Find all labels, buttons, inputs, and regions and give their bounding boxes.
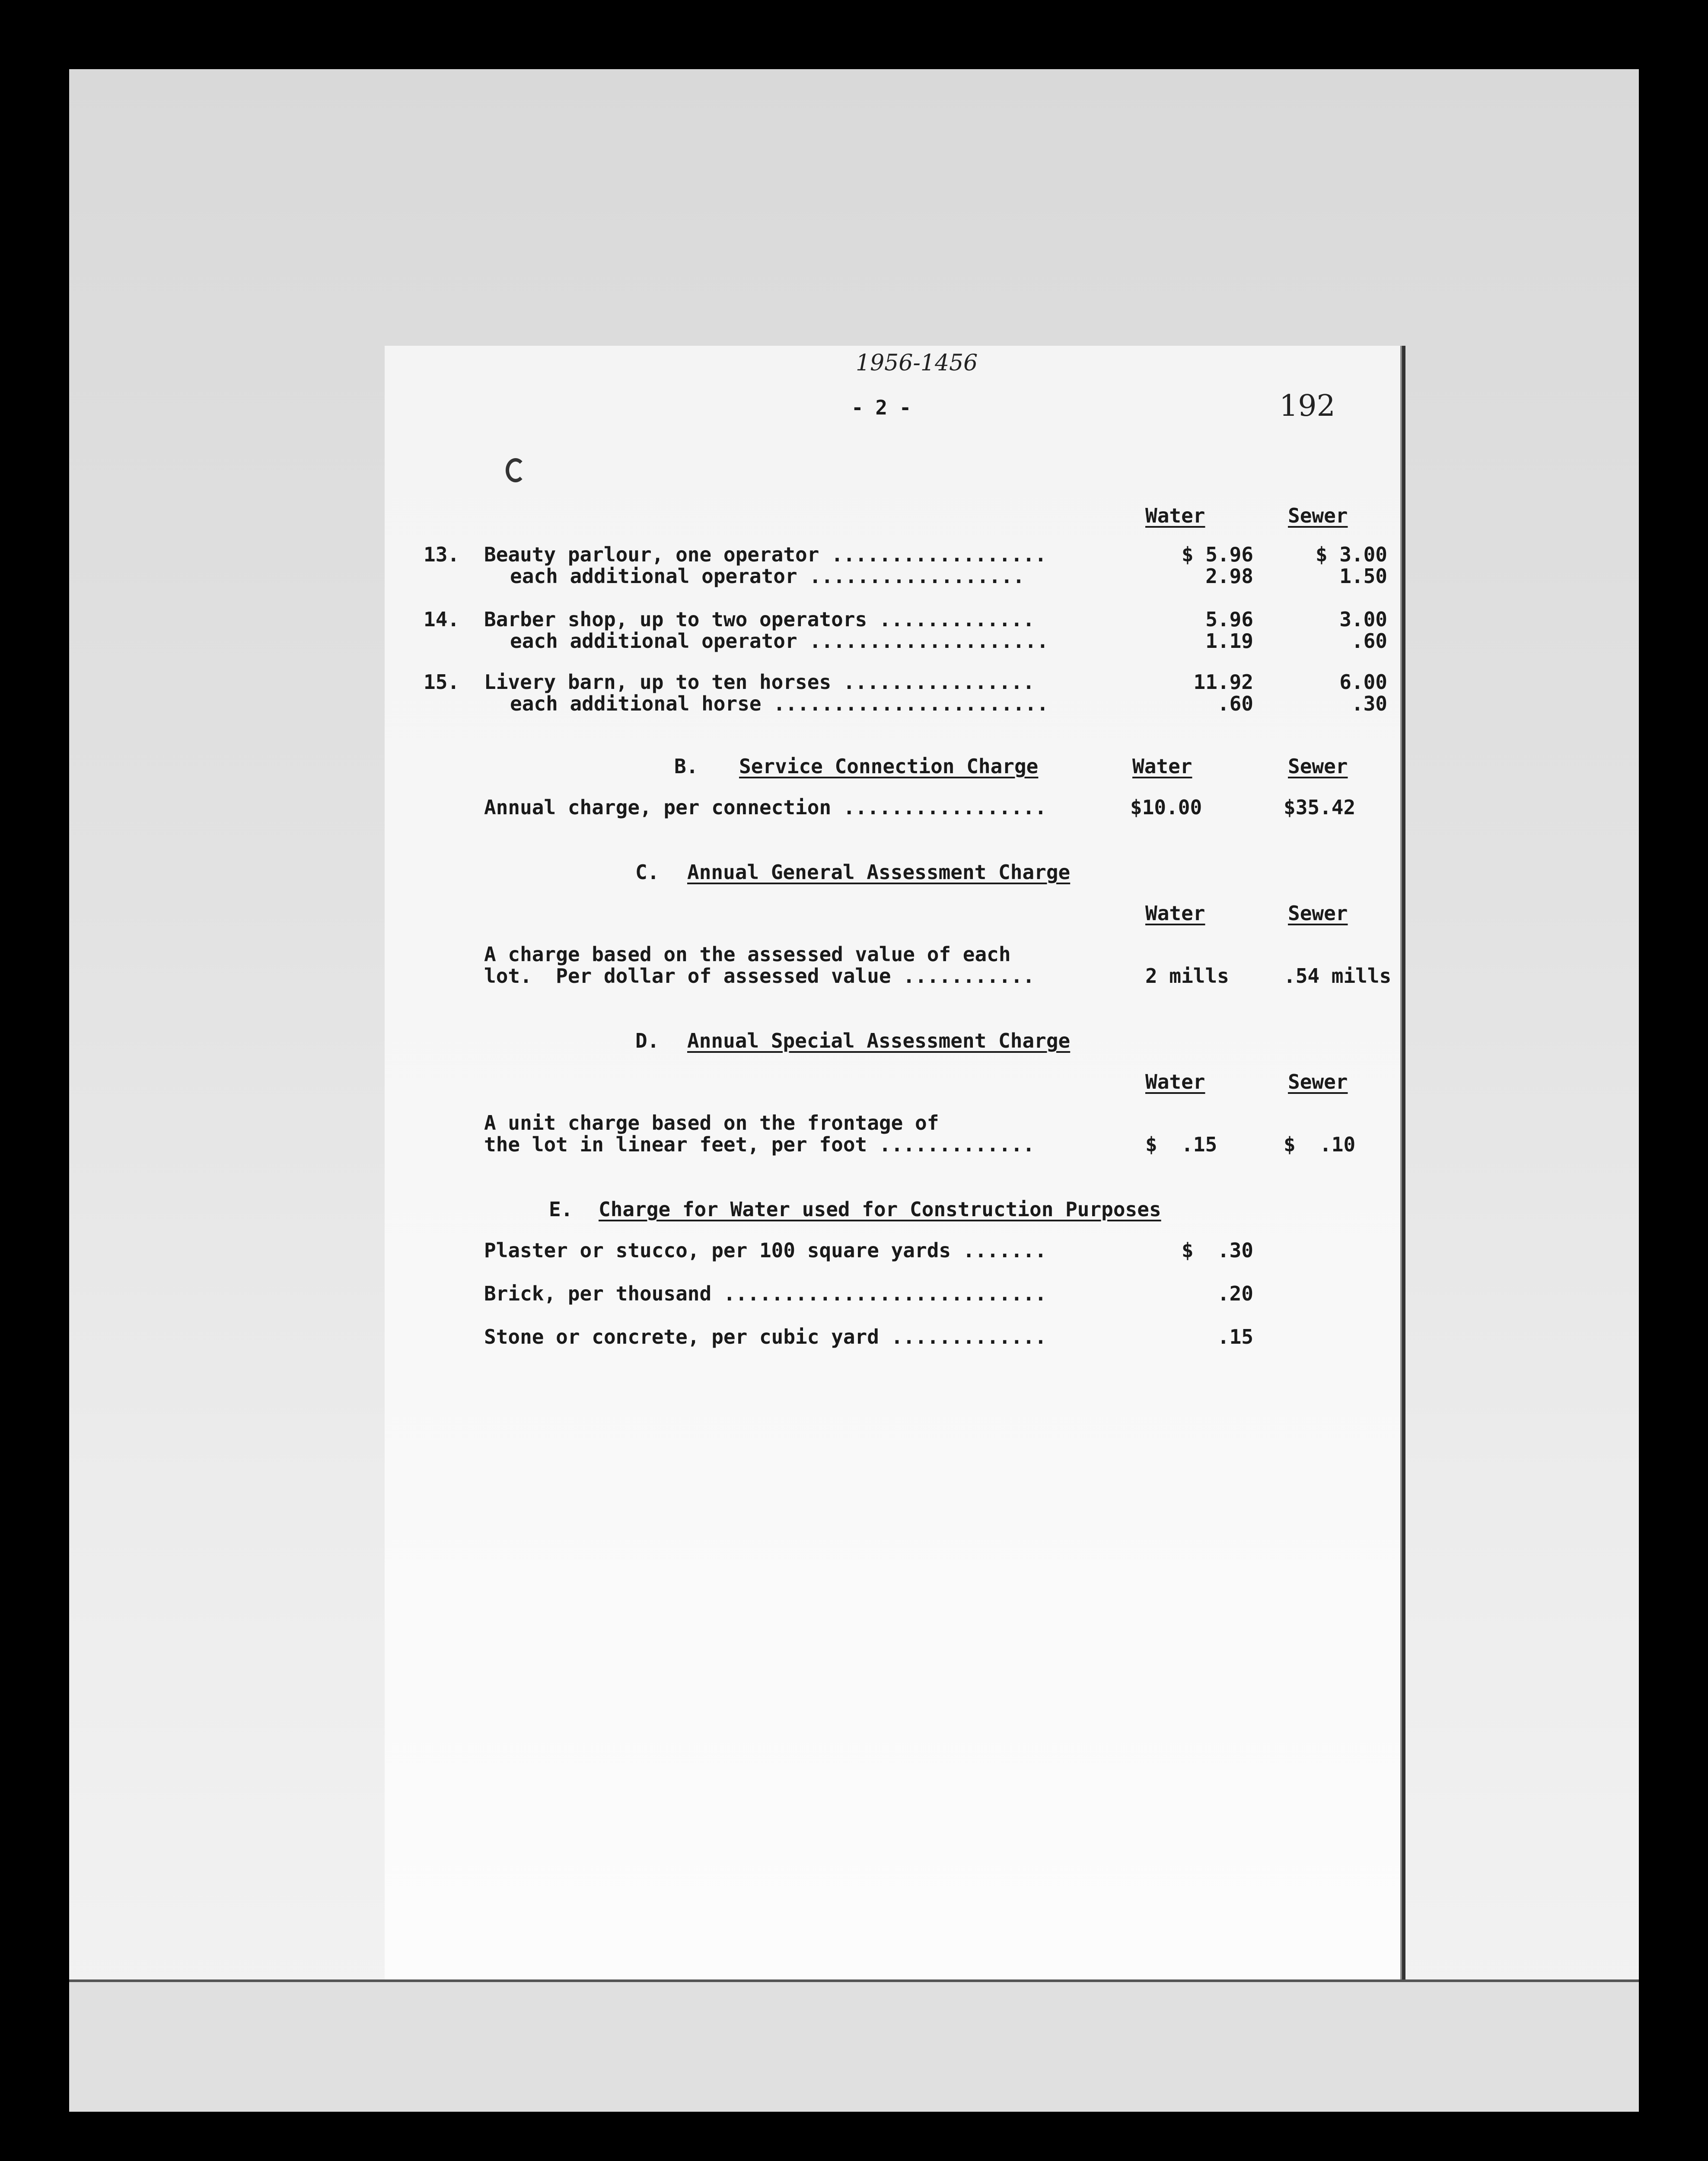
section-d-title: Annual Special Assessment Charge [687,1029,1071,1052]
item-label: each additional operator .................. [510,564,1025,588]
item-label: Barber shop, up to two operators ............. [484,608,1035,631]
section-e-item-label: Brick, per thousand ........................... [484,1282,1047,1305]
item-label: Livery barn, up to ten horses ................ [484,670,1035,694]
item-number: 14. [424,608,460,631]
section-c-title: Annual General Assessment Charge [687,861,1071,884]
section-c-letter: C. [635,861,660,884]
section-c-water-rate: 2 mills [1145,964,1229,988]
item-sewer-rate: .60 [1351,629,1387,653]
item-water-rate: 1.19 [1205,629,1253,653]
document-page [385,346,1400,1979]
section-b-water-rate: $10.00 [1130,796,1202,819]
section-d-water-rate: $ .15 [1145,1133,1217,1156]
section-d-line1: A unit charge based on the frontage of [484,1111,939,1135]
section-d-line2: the lot in linear feet, per foot ............. [484,1133,1035,1156]
col-header-sewer: Sewer [1288,504,1348,527]
section-e-item-value: $ .30 [1181,1239,1253,1262]
section-d-letter: D. [635,1029,660,1052]
handwritten-reference: 1956-1456 [856,350,978,376]
bottom-strip [69,1979,1639,2112]
section-e-item-label: Stone or concrete, per cubic yard ............. [484,1325,1047,1348]
section-e-item-value: .15 [1217,1325,1253,1348]
section-c-sewer-rate: .54 mills [1284,964,1392,988]
section-c-line1: A charge based on the assessed value of each [484,943,1011,966]
stamp-number: 192 [1279,389,1335,423]
item-sewer-rate: $ 3.00 [1315,543,1387,566]
section-d-sewer-rate: $ .10 [1284,1133,1356,1156]
section-e-item-label: Plaster or stucco, per 100 square yards ....... [484,1239,1047,1262]
section-c-water-header: Water [1145,902,1205,925]
item-water-rate: 11.92 [1193,670,1253,694]
section-d-water-header: Water [1145,1070,1205,1093]
item-sewer-rate: 1.50 [1339,564,1387,588]
section-e-letter: E. [549,1198,573,1221]
section-b-sewer-rate: $35.42 [1284,796,1356,819]
item-label: each additional horse ....................... [510,692,1049,715]
section-c-sewer-header: Sewer [1288,902,1348,925]
section-b-label: Annual charge, per connection ................. [484,796,1047,819]
item-sewer-rate: .30 [1351,692,1387,715]
item-water-rate: .60 [1217,692,1253,715]
page-label: - 2 - [851,396,911,419]
section-b-sewer-header: Sewer [1288,755,1348,778]
item-water-rate: 2.98 [1205,564,1253,588]
section-b-letter: B. [674,755,698,778]
col-header-water: Water [1145,504,1205,527]
section-d-sewer-header: Sewer [1288,1070,1348,1093]
section-e-item-value: .20 [1217,1282,1253,1305]
punch-hole-mark [506,458,526,482]
item-water-rate: $ 5.96 [1181,543,1253,566]
section-c-line2: lot. Per dollar of assessed value ........... [484,964,1035,988]
section-b-water-header: Water [1132,755,1192,778]
item-label: Beauty parlour, one operator .................. [484,543,1047,566]
item-number: 13. [424,543,460,566]
item-sewer-rate: 6.00 [1339,670,1387,694]
item-label: each additional operator .................... [510,629,1049,653]
section-e-title: Charge for Water used for Construction Purposes [599,1198,1161,1221]
item-water-rate: 5.96 [1205,608,1253,631]
item-sewer-rate: 3.00 [1339,608,1387,631]
item-number: 15. [424,670,460,694]
section-b-title: Service Connection Charge [739,755,1039,778]
